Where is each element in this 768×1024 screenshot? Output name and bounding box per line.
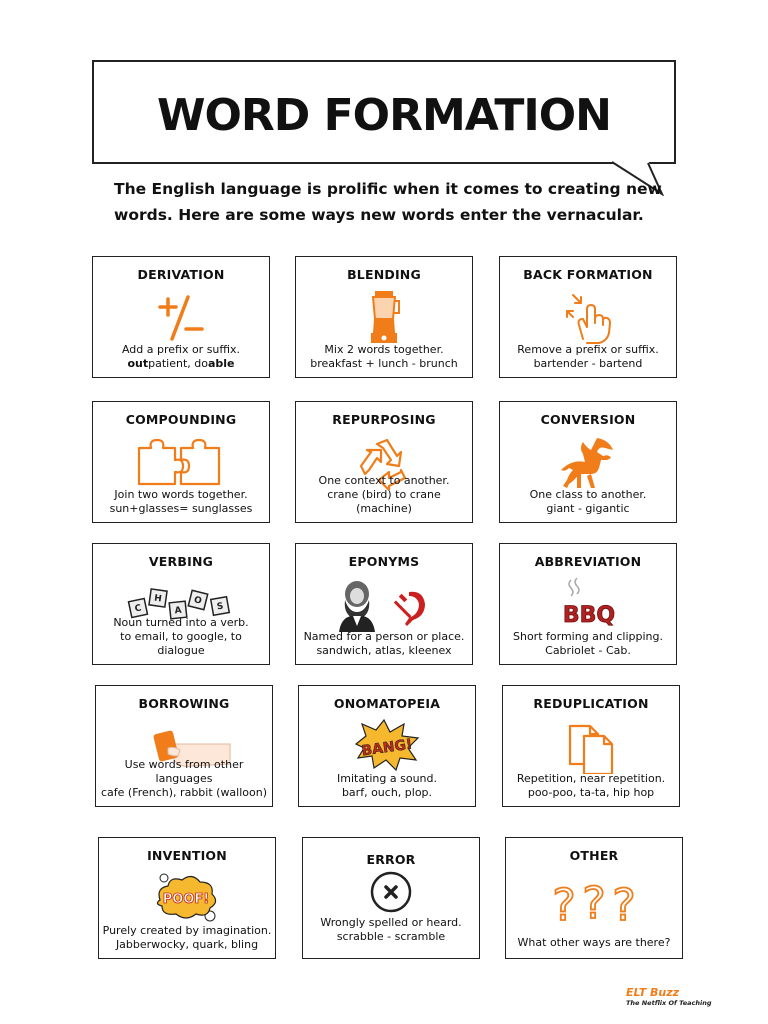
card-description: Use words from other languages cafe (French), rabbit (walloon) (100, 758, 268, 799)
card-title: OTHER (569, 848, 619, 863)
svg-text:H: H (153, 593, 163, 605)
card-description: One class to another. giant - gigantic (529, 488, 647, 515)
duplicate-files-icon (556, 718, 626, 774)
poof-icon (152, 870, 222, 926)
card-abbreviation (499, 543, 677, 665)
card-back-formation (499, 256, 677, 378)
card-title: REPURPOSING (332, 412, 436, 427)
svg-text:A: A (174, 605, 183, 617)
card-reduplication (502, 685, 680, 807)
card-title: ABBREVIATION (534, 554, 642, 569)
card-description: Remove a prefix or suffix. bartender - bartend (517, 343, 659, 370)
card-description: Short forming and clipping. Cabriolet - Cab. (513, 630, 663, 657)
card-description: One context to another. crane (bird) to crane (machine) (318, 474, 450, 515)
brand-name: ELT Buzz (626, 986, 680, 999)
bang-icon (352, 718, 422, 774)
card-onomatopeia (298, 685, 476, 807)
card-compounding (92, 401, 270, 523)
card-invention (98, 837, 276, 959)
svg-text:?: ? (582, 878, 606, 926)
intro-text: The English language is prolific when it comes to creating new words. Here are some ways new words enter the vernacular. (114, 180, 662, 224)
card-title: CONVERSION (540, 412, 636, 427)
svg-text:POOF!: POOF! (162, 892, 210, 907)
svg-text:BANG!: BANG! (360, 736, 414, 760)
card-description: Mix 2 words together. breakfast + lunch - brunch (310, 343, 458, 370)
card-description: Noun turned into a verb. to email, to google, to dialogue (113, 616, 249, 657)
svg-text:?: ? (552, 880, 576, 926)
card-title: DERIVATION (137, 267, 225, 282)
card-blending (295, 256, 473, 378)
card-description: Join two words together. sun+glasses= sunglasses (109, 488, 253, 515)
pegasus-icon (553, 434, 623, 490)
svg-text:C: C (133, 603, 143, 615)
bbq-icon (553, 576, 623, 632)
card-borrowing (95, 685, 273, 807)
card-eponyms (295, 543, 473, 665)
page-title: WORD FORMATION (156, 90, 612, 141)
card-title: EPONYMS (348, 554, 420, 569)
blender-icon (349, 289, 419, 345)
plus-minus-icon (146, 289, 216, 345)
portrait-hammer-sickle-icon (329, 576, 439, 632)
card-derivation (92, 256, 270, 378)
card-description: Imitating a sound. barf, ouch, plop. (336, 772, 437, 799)
puzzle-icon (133, 434, 229, 490)
card-title: ONOMATOPEIA (333, 696, 441, 711)
svg-text:BBQ: BBQ (562, 603, 616, 628)
card-description: What other ways are there? (517, 936, 671, 949)
svg-text:S: S (216, 601, 225, 613)
card-description: Named for a person or place. sandwich, atlas, kleenex (303, 630, 465, 657)
card-error (302, 837, 480, 959)
card-title: BORROWING (138, 696, 230, 711)
brand-logo (626, 986, 736, 1014)
card-title: COMPOUNDING (125, 412, 237, 427)
card-title: REDUPLICATION (533, 696, 649, 711)
card-description: Add a prefix or suffix. outpatient, doable (121, 343, 241, 370)
card-title: INVENTION (147, 848, 227, 863)
title-bubble (92, 60, 676, 164)
card-title: ERROR (366, 852, 416, 867)
pinch-hand-icon (553, 289, 623, 345)
svg-text:?: ? (612, 880, 636, 926)
card-verbing (92, 543, 270, 665)
svg-text:O: O (192, 595, 203, 607)
card-description: Wrongly spelled or heard. scrabble - scramble (320, 916, 462, 943)
card-title: VERBING (148, 554, 214, 569)
card-other (505, 837, 683, 959)
question-marks-icon (546, 870, 642, 926)
card-title: BLENDING (347, 267, 421, 282)
card-description: Purely created by imagination. Jabberwocky, quark, bling (102, 924, 272, 951)
card-conversion (499, 401, 677, 523)
brand-tagline: The Netflix Of Teaching (626, 999, 712, 1007)
card-title: BACK FORMATION (523, 267, 653, 282)
card-repurposing (295, 401, 473, 523)
card-description: Repetition, near repetition. poo-poo, ta-ta, hip hop (516, 772, 666, 799)
